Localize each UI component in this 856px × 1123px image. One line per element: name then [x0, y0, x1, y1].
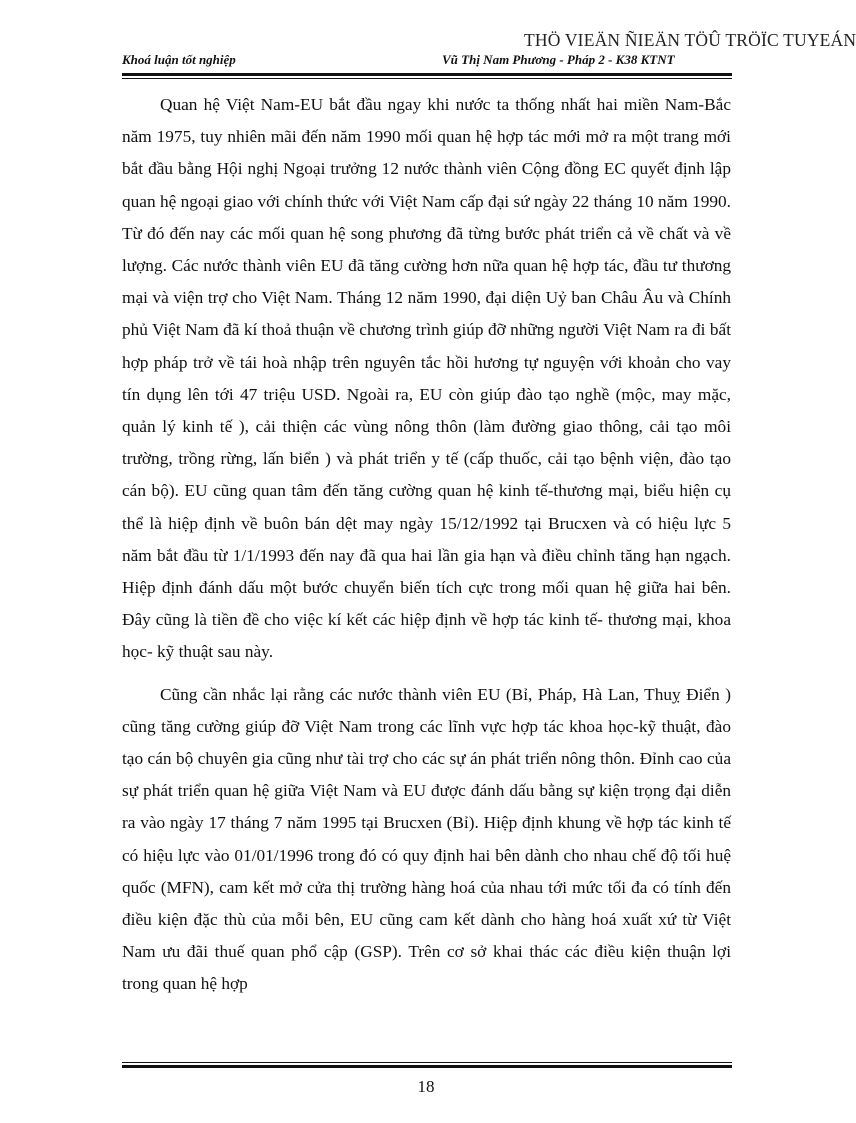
- header-rule-thick: [122, 73, 732, 76]
- page-number: 18: [417, 1077, 435, 1096]
- watermark-text: THÖ VIEÄN ÑIEÄN TÖÛ TRÖÏC TUYEÁN: [524, 30, 856, 50]
- footer-rule-thin: [122, 1062, 732, 1063]
- body-text: [122, 89, 731, 1001]
- header-rule-thin: [122, 78, 732, 79]
- footer-rule-thick: [122, 1065, 732, 1068]
- header-author: Vũ Thị Nam Phương - Pháp 2 - K38 KTNT: [442, 52, 675, 67]
- header-thesis-title: Khoá luận tốt nghiệp: [122, 52, 236, 67]
- page-header: [122, 52, 732, 74]
- header-rule: [122, 73, 732, 79]
- footer-rule: [122, 1062, 732, 1068]
- paragraph-1: Quan hệ Việt Nam-EU bắt đầu ngay khi nước ta thống nhất hai miền Nam-Bắc năm 1975, tuy nhiên mãi đến năm 1990 mối quan hệ hợp tác mới mở ra một trang mới bắt đầu bằng Hội nghị Ngoại trưởng 12 nước thành viên Cộng đồng EC quyết định lập quan hệ ngoại giao với chính thức với Việt Nam cấp đại sứ ngày 22 tháng 10 năm 1990. Từ đó đến nay các mối quan hệ song phương đã từng bước phát triển cả về chất và về lượng. Các nước thành viên EU đã tăng cường hơn nữa quan hệ hợp tác, đầu tư thương mại và viện trợ cho Việt Nam. Tháng 12 năm 1990, đại diện Uỷ ban Châu Âu và Chính phủ Việt Nam đã kí thoả thuận về chương trình giúp đỡ những người Việt Nam ra đi bất hợp pháp trở về tái hoà nhập trên nguyên tắc hồi hương tự nguyện với khoản cho vay tín dụng lên tới 47 triệu USD. Ngoài ra, EU còn giúp đào tạo nghề (mộc, may mặc, quản lý kinh tế ), cải thiện các vùng nông thôn (làm đường giao thông, cải tạo môi trường, trồng rừng, lấn biển ) và phát triển y tế (cấp thuốc, cải tạo bệnh viện, đào tạo cán bộ). EU cũng quan tâm đến tăng cường quan hệ kinh tế-thương mại, biểu hiện cụ thể là hiệp định về buôn bán dệt may ngày 15/12/1992 tại Brucxen và có hiệu lực 5 năm bắt đầu từ 1/1/1993 đến nay đã qua hai lần gia hạn và điều chỉnh tăng hạn ngạch. Hiệp định đánh dấu một bước chuyển biến tích cực trong mối quan hệ giữa hai bên. Đây cũng là tiền đề cho việc kí kết các hiệp định về hợp tác kinh tế- thương mại, khoa học- kỹ thuật sau này.: [122, 95, 731, 662]
- paragraph-2: Cũng cần nhắc lại rằng các nước thành viên EU (Bỉ, Pháp, Hà Lan, Thuỵ Điển ) cũng tăng cường giúp đỡ Việt Nam trong các lĩnh vực hợp tác khoa học-kỹ thuật, đào tạo cán bộ chuyên gia cũng như tài trợ cho các sự án phát triển nông thôn. Đỉnh cao của sự phát triển quan hệ giữa Việt Nam và EU được đánh dấu bằng sự kiện trọng đại diễn ra vào ngày 17 tháng 7 năm 1995 tại Brucxen (Bỉ). Hiệp định khung về hợp tác kinh tế có hiệu lực vào 01/01/1996 trong đó có quy định hai bên dành cho nhau chế độ tối huệ quốc (MFN), cam kết mở cửa thị trường hàng hoá của nhau tới mức tối đa có tính đến điều kiện đặc thù của mỗi bên, EU cũng cam kết dành cho hàng hoá xuất xứ từ Việt Nam ưu đãi thuế quan phổ cập (GSP). Trên cơ sở khai thác các điều kiện thuận lợi trong quan hệ hợp: [122, 684, 731, 994]
